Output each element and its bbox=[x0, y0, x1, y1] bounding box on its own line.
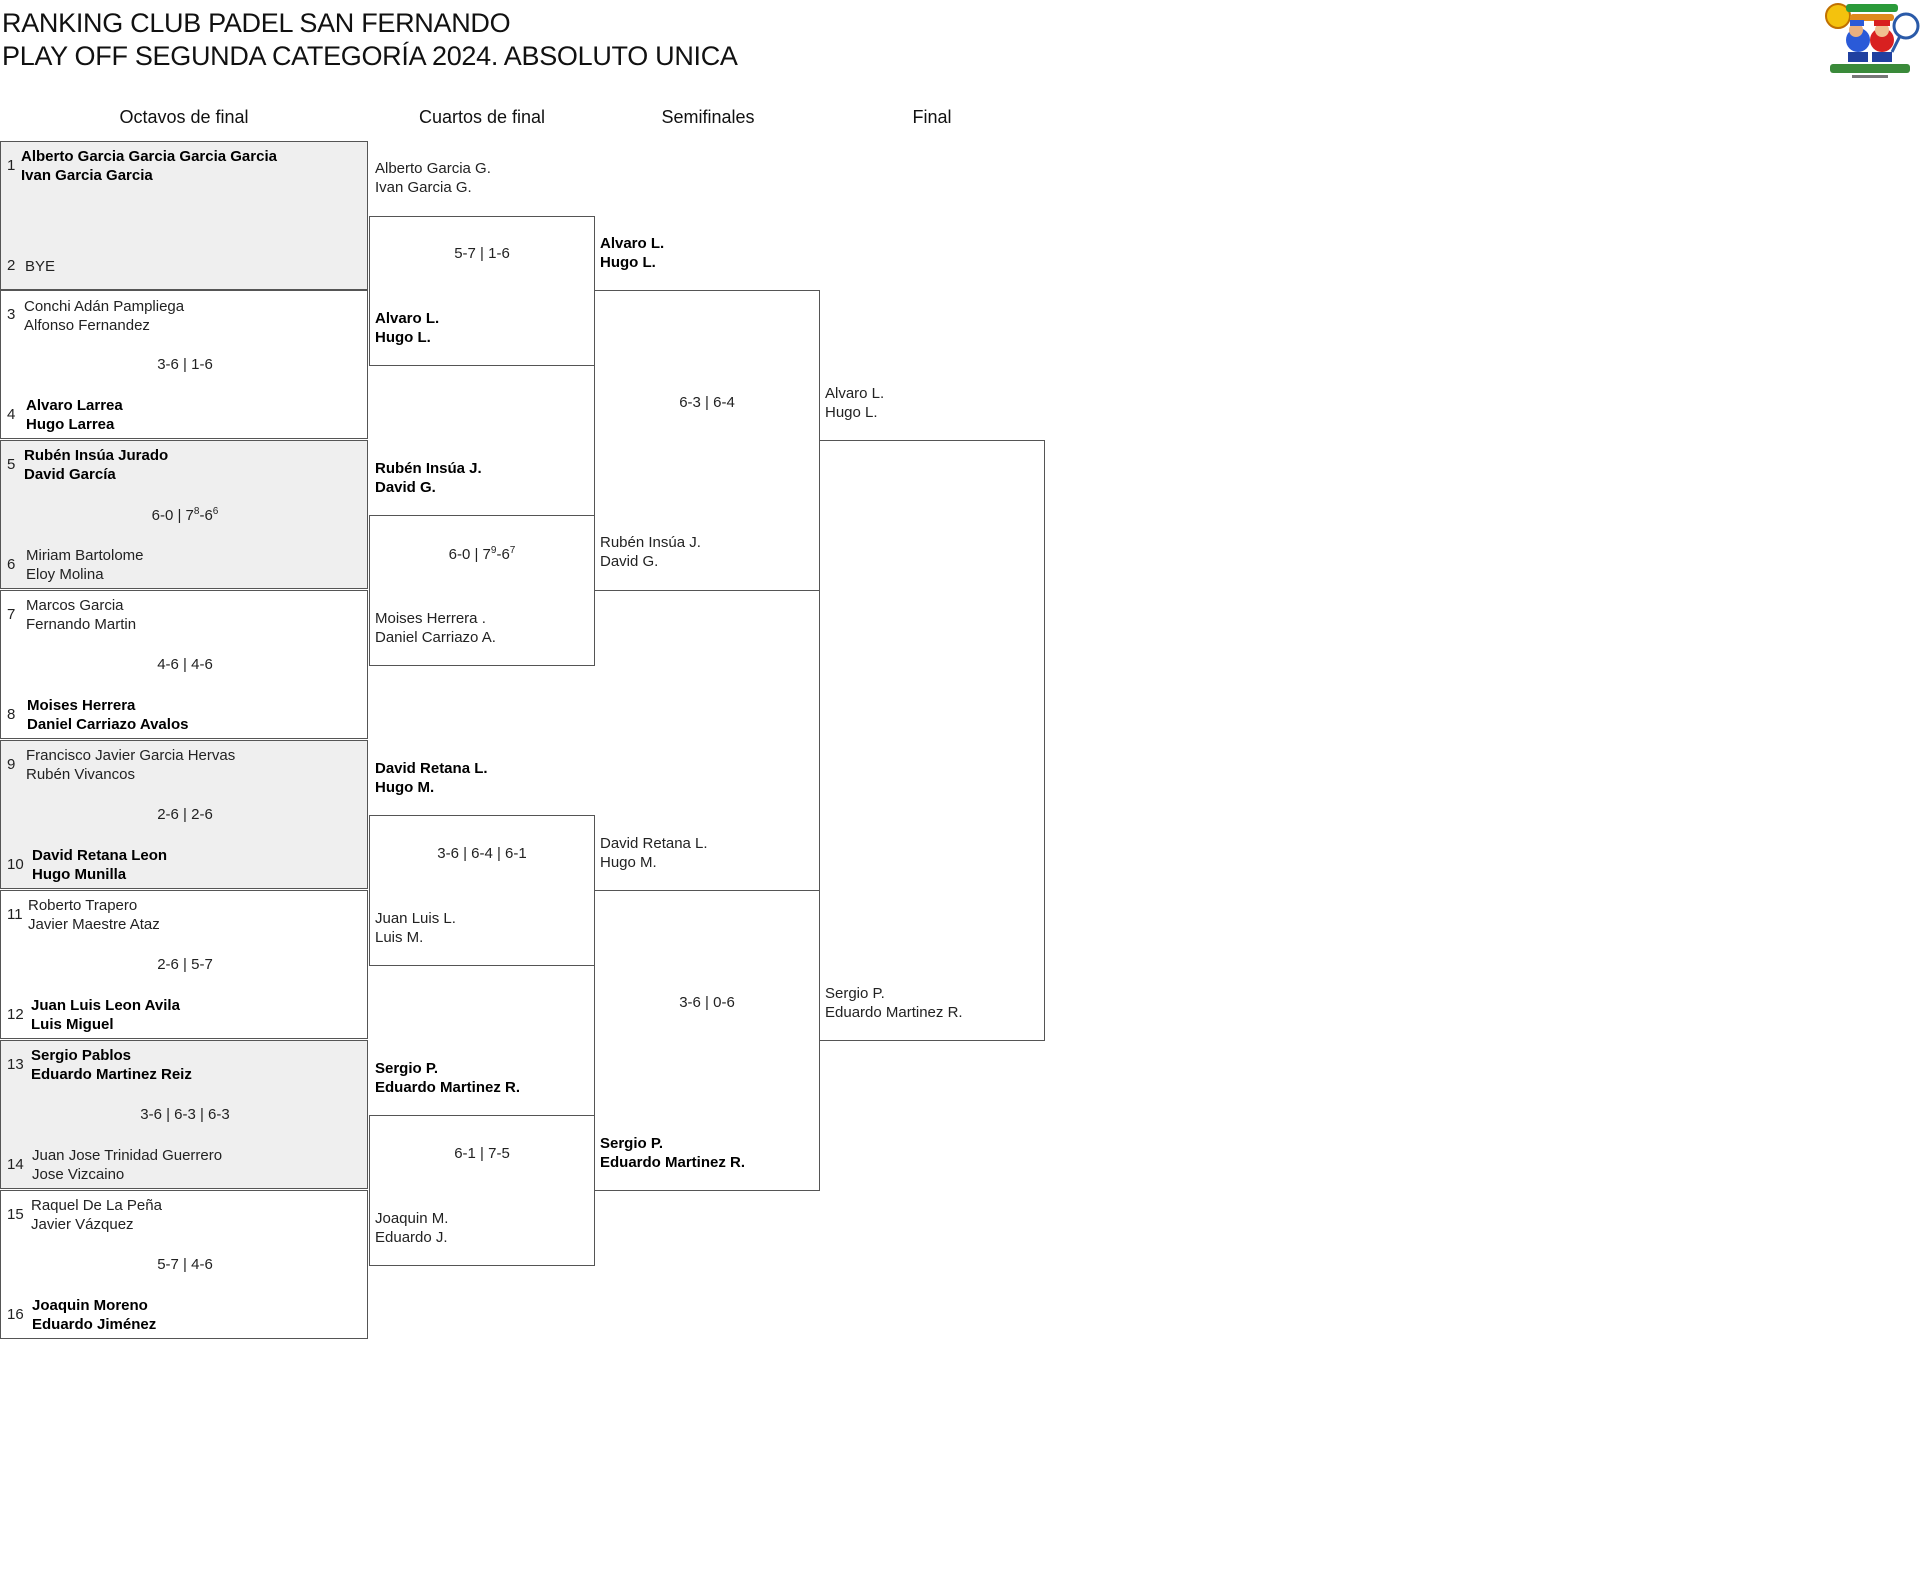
seed-number: 15 bbox=[7, 1206, 24, 1223]
round-header-final: Final bbox=[912, 107, 952, 127]
semis-1-team-b: Rubén Insúa J. David G. bbox=[600, 534, 701, 570]
octavos-match-7 bbox=[0, 1040, 368, 1189]
seed-number: 11 bbox=[7, 906, 23, 923]
seed-number: 8 bbox=[7, 706, 16, 723]
octavos-match-1 bbox=[0, 141, 368, 290]
match-score: 2-6 | 5-7 bbox=[157, 956, 213, 973]
semis-2-team-b: Sergio P. Eduardo Martinez R. bbox=[600, 1135, 746, 1171]
cuartos-2-team-a: Rubén Insúa J. David G. bbox=[375, 460, 482, 496]
round-header-semis: Semifinales bbox=[661, 107, 755, 127]
seed-number: 10 bbox=[7, 856, 24, 873]
team-a: Sergio Pablos Eduardo Martinez Reiz bbox=[31, 1047, 192, 1083]
cuartos-4-team-a: Sergio P. Eduardo Martinez R. bbox=[375, 1060, 521, 1096]
team-a: Marcos Garcia Fernando Martin bbox=[26, 597, 137, 633]
match-score: 3-6 | 6-3 | 6-3 bbox=[140, 1106, 230, 1123]
cuartos-2-team-b: Moises Herrera . Daniel Carriazo A. bbox=[375, 610, 496, 646]
team-a: Roberto Trapero Javier Maestre Ataz bbox=[28, 897, 160, 933]
cuartos-4-score: 6-1 | 7-5 bbox=[454, 1145, 510, 1162]
round-header-octavos: Octavos de final bbox=[119, 107, 249, 127]
semis-2-team-a: David Retana L. Hugo M. bbox=[600, 835, 708, 871]
cuartos-3-score: 3-6 | 6-4 | 6-1 bbox=[437, 845, 527, 862]
cuartos-1-team-a: Alberto Garcia G. Ivan Garcia G. bbox=[375, 160, 491, 196]
round-header-cuartos: Cuartos de final bbox=[418, 107, 546, 127]
team-a: Alberto Garcia Garcia Garcia Garcia Ivan Garcia Garcia bbox=[21, 148, 277, 184]
semis-1-team-a: Alvaro L. Hugo L. bbox=[600, 235, 665, 271]
seed-number: 4 bbox=[7, 406, 16, 423]
page-title: RANKING CLUB PADEL SAN FERNANDO bbox=[2, 8, 511, 38]
seed-number: 16 bbox=[7, 1306, 24, 1323]
team-b: Juan Luis Leon Avila Luis Miguel bbox=[31, 997, 180, 1033]
team-b: Miriam Bartolome Eloy Molina bbox=[26, 547, 144, 583]
team-a: Raquel De La Peña Javier Vázquez bbox=[31, 1197, 162, 1233]
club-logo bbox=[1820, 0, 1920, 82]
seed-number: 3 bbox=[7, 306, 16, 323]
team-a: Rubén Insúa Jurado David García bbox=[24, 447, 169, 483]
cuartos-1-score: 5-7 | 1-6 bbox=[454, 245, 510, 262]
octavos-match-5 bbox=[0, 740, 368, 889]
seed-number: 9 bbox=[7, 756, 16, 773]
seed-number: 13 bbox=[7, 1056, 24, 1073]
octavos-match-3 bbox=[0, 440, 368, 589]
match-score: 2-6 | 2-6 bbox=[157, 806, 213, 823]
final-team-a: Alvaro L. Hugo L. bbox=[825, 385, 885, 421]
cuartos-3-team-a: David Retana L. Hugo M. bbox=[375, 760, 488, 796]
cuartos-4-team-b: Joaquin M. Eduardo J. bbox=[375, 1210, 449, 1246]
octavos-match-2 bbox=[0, 290, 368, 439]
match-score: 3-6 | 1-6 bbox=[157, 356, 213, 373]
octavos-match-4 bbox=[0, 590, 368, 739]
team-a: Francisco Javier Garcia Hervas Rubén Vivancos bbox=[26, 747, 236, 783]
team-b: Alvaro Larrea Hugo Larrea bbox=[26, 397, 123, 433]
final-team-b: Sergio P. Eduardo Martinez R. bbox=[825, 985, 963, 1021]
team-b: David Retana Leon Hugo Munilla bbox=[32, 847, 168, 883]
team-b: Joaquin Moreno Eduardo Jiménez bbox=[32, 1297, 157, 1333]
final-match-box bbox=[819, 440, 1045, 1041]
team-a: Conchi Adán Pampliega Alfonso Fernandez bbox=[24, 298, 185, 334]
team-b: Moises Herrera Daniel Carriazo Avalos bbox=[27, 697, 189, 733]
octavos-match-6 bbox=[0, 890, 368, 1039]
seed-number: 12 bbox=[7, 1006, 24, 1023]
team-b: Juan Jose Trinidad Guerrero Jose Vizcaino bbox=[32, 1147, 223, 1183]
seed-number: 1 bbox=[7, 157, 16, 174]
seed-number: 2 bbox=[7, 257, 16, 274]
match-score: 6-0 | $7^8-6^6$ bbox=[151, 506, 219, 524]
semis-1-score: 6-3 | 6-4 bbox=[679, 394, 735, 411]
seed-number: 6 bbox=[7, 556, 16, 573]
match-score: 5-7 | 4-6 bbox=[157, 1256, 213, 1273]
octavos-match-8 bbox=[0, 1190, 368, 1339]
cuartos-3-team-b: Juan Luis L. Luis M. bbox=[375, 910, 456, 946]
page-subtitle: PLAY OFF SEGUNDA CATEGORÍA 2024. ABSOLUTO UNICA bbox=[2, 41, 738, 71]
cuartos-1-team-b: Alvaro L. Hugo L. bbox=[375, 310, 440, 346]
semis-2-score: 3-6 | 0-6 bbox=[679, 994, 735, 1011]
match-score: 4-6 | 4-6 bbox=[157, 656, 213, 673]
cuartos-2-score: 6-0 | $7^9-6^7$ bbox=[448, 545, 516, 563]
seed-number: 5 bbox=[7, 456, 16, 473]
seed-number: 7 bbox=[7, 606, 16, 623]
seed-number: 14 bbox=[7, 1156, 24, 1173]
team-b: BYE bbox=[25, 258, 56, 275]
